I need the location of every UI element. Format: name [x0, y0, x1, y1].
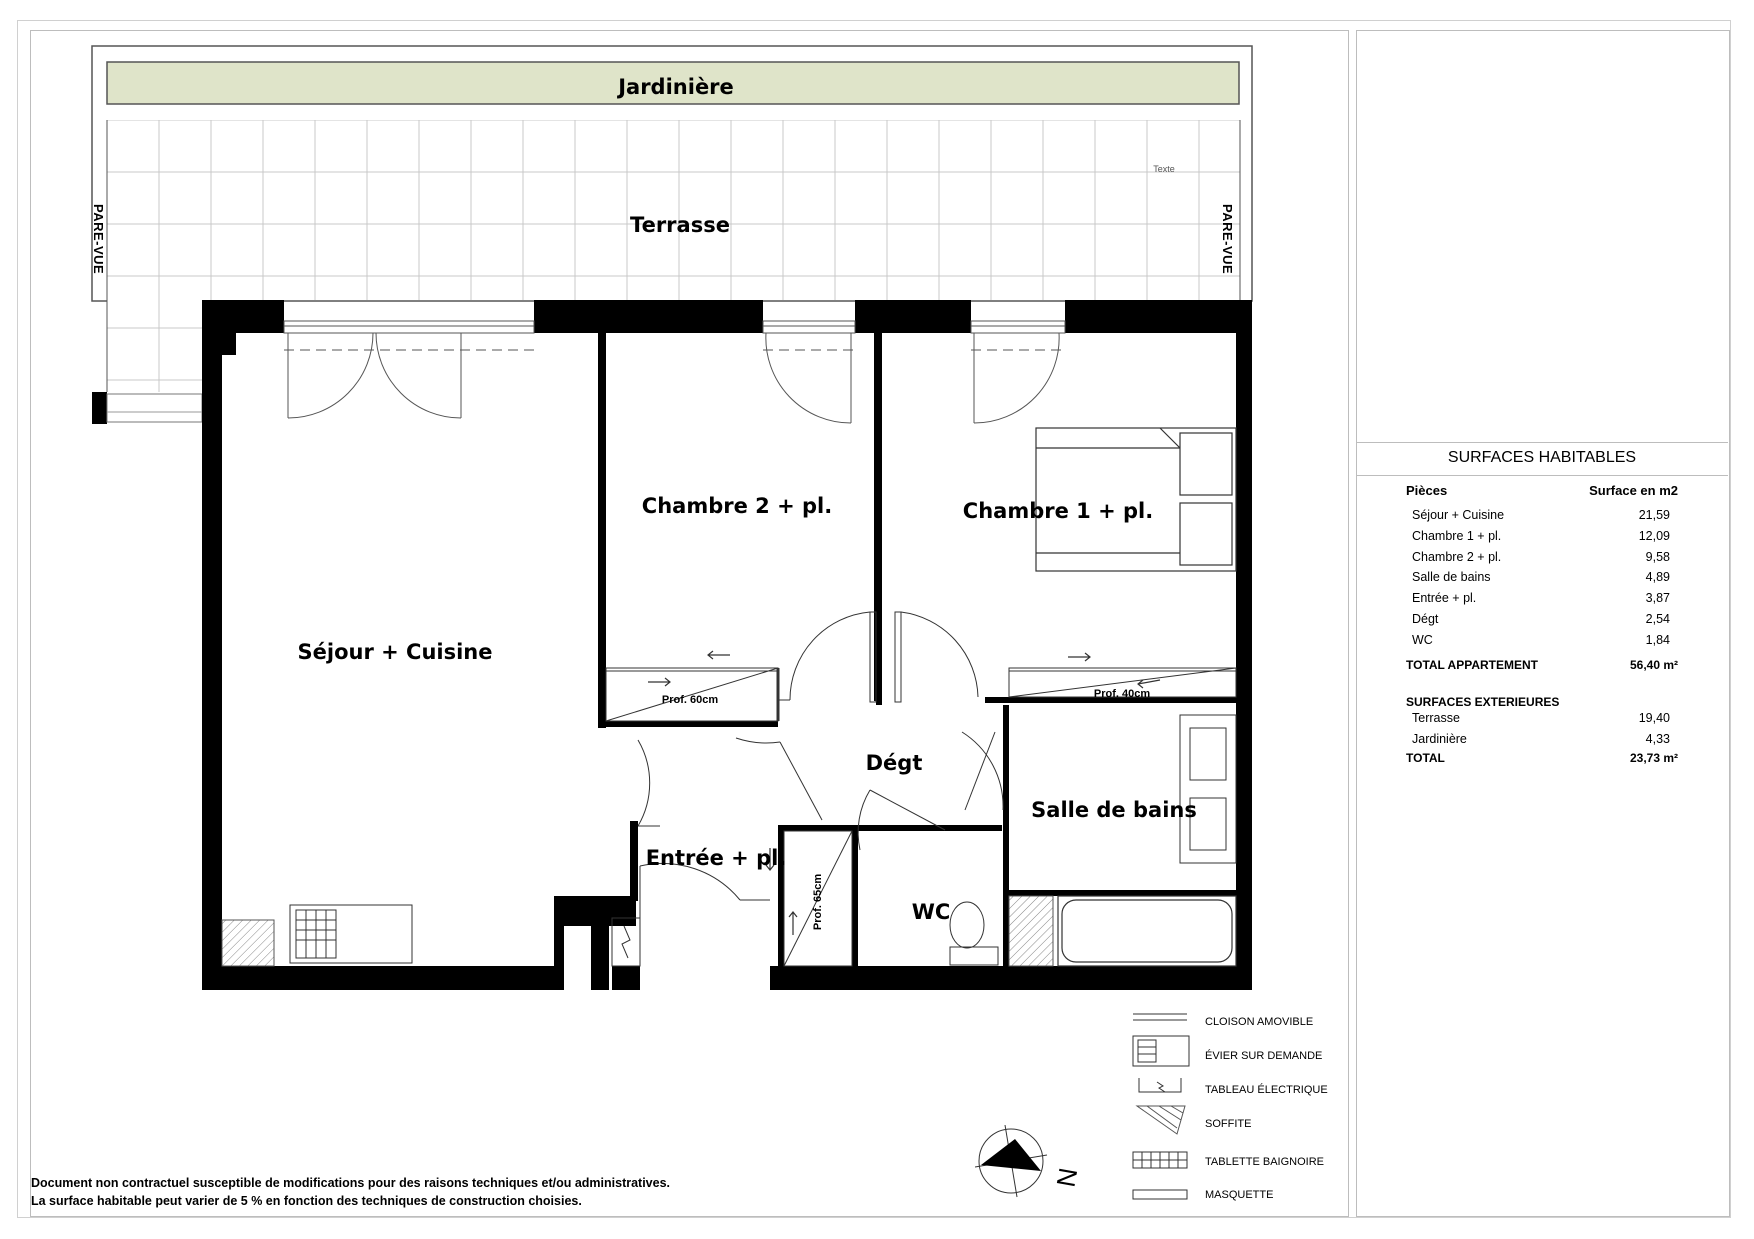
label-sejour-cuisine: Séjour + Cuisine [297, 640, 493, 664]
label-entree: Entrée + pl. [645, 846, 787, 870]
disclaimer-line-1: Document non contractuel susceptible de modifications pour des raisons techniques et/ou administratives. [31, 1176, 671, 1190]
bath-shelf-icon [1133, 1152, 1187, 1168]
label-salle-de-bains: Salle de bains [1031, 798, 1197, 822]
label-prof-60: Prof. 60cm [661, 694, 719, 706]
label-texte: Texte [1153, 164, 1175, 174]
legend-label: CLOISON AMOVIBLE [1205, 1016, 1314, 1028]
compass-north-label: N [1050, 1165, 1084, 1190]
col-surface-header: Surface en m2 [1589, 483, 1678, 498]
legend-symbols [1125, 1010, 1195, 1210]
sink-icon [1133, 1036, 1189, 1066]
terrace-floor [107, 300, 202, 392]
disclaimer-line-2: La surface habitable peut varier de 5 % en fonction des techniques de construction choisies. [31, 1194, 582, 1208]
compass-icon [975, 1125, 1095, 1205]
side-panel-divider [1356, 475, 1728, 476]
label-pare-vue-left: PARE-VUE [91, 204, 106, 275]
electric-panel-icon [1139, 1078, 1181, 1092]
label-pare-vue-right: PARE-VUE [1220, 204, 1235, 275]
label-jardiniere: Jardinière [618, 75, 734, 99]
surfaces-title: SURFACES HABITABLES [1447, 449, 1637, 466]
label-prof-40: Prof. 40cm [1093, 688, 1151, 700]
label-prof-65: Prof. 65cm [812, 873, 824, 931]
label-wc: WC [911, 900, 951, 924]
soffit-icon [1137, 1106, 1185, 1134]
label-degt: Dégt [865, 751, 923, 775]
legend-label: ÉVIER SUR DEMANDE [1205, 1050, 1323, 1062]
masquette-icon [1133, 1190, 1187, 1199]
label-chambre-2: Chambre 2 + pl. [641, 494, 833, 518]
terrace-floor [107, 120, 1240, 300]
legend-label: TABLETTE BAIGNOIRE [1205, 1156, 1324, 1168]
legend-label: MASQUETTE [1205, 1189, 1274, 1201]
label-terrasse: Terrasse [630, 213, 730, 237]
partition-icon [1133, 1014, 1187, 1020]
legend-label: SOFFITE [1205, 1118, 1252, 1130]
label-chambre-1: Chambre 1 + pl. [962, 499, 1154, 523]
side-panel-divider [1356, 442, 1728, 443]
col-pieces-header: Pièces [1406, 483, 1448, 498]
legend-label: TABLEAU ÉLECTRIQUE [1205, 1084, 1328, 1096]
surfaces-table: Pièces Surface en m2 Séjour + Cuisine 21,59 Chambre 1 + pl. 12,09 Chambre 2 + pl. 9,58 Salle de bains 4,89 Entrée + pl. 3,87 Dégt 2,54 WC 1,84 TOTAL APPARTEMENT 56,40 m² SURFACES EXTERIEURES Terrasse 19,40 Jardinière 4,33 TOTAL 23,73 m² [1406, 483, 1678, 765]
